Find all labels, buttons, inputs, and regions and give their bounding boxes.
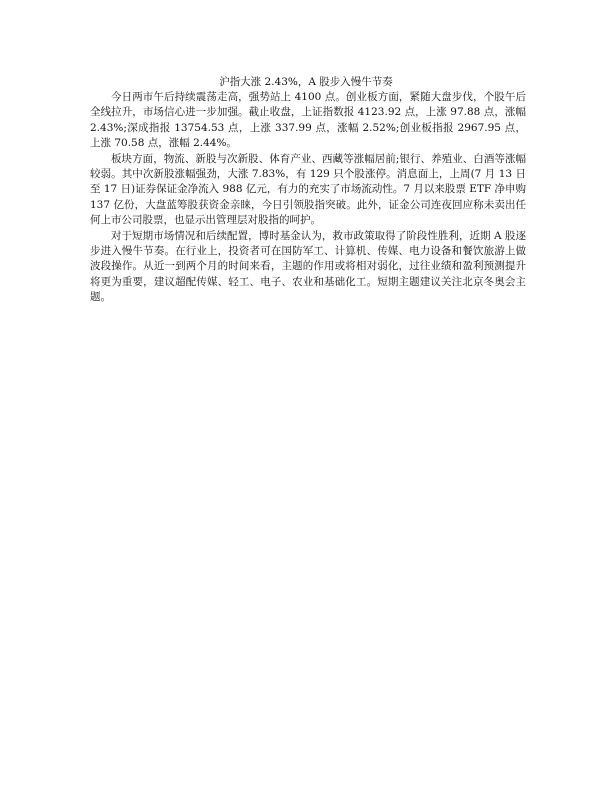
paragraph-market-close: 今日两市午后持续震荡走高，强势站上 4100 点。创业板方面，紧随大盘步伐，个股午后全线拉升，市场信心进一步加强。截止收盘，上证指数报 4123.92 点，上涨 97.88 点，涨幅 2.43%;深成指报 13754.53 点，上涨 337.99 点，涨幅 2.52%;创业板指报 2967.95 点，上涨 70.58 点，涨幅 2.44%。 bbox=[90, 91, 526, 150]
article-body bbox=[90, 90, 526, 306]
paragraph-sectors-news: 板块方面，物流、新股与次新股、体育产业、西藏等涨幅居前;银行、养殖业、白酒等涨幅较弱。其中次新股涨幅强劲，大涨 7.83%，有 129 只个股涨停。消息面上，上周(7 月 13 日至 17 日)证券保证金净流入 988 亿元，有力的充实了市场流动性。7 月以来股票 ETF 净申购 137 亿份，大盘蓝筹股获资金亲睐，今日引领股指突破。此外，证金公司连夜回应称未卖出任何上市公司股票，也显示出管理层对股指的呵护。 bbox=[90, 152, 526, 227]
article-title: 沪指大涨 2.43%，A 股步入慢牛节奏 bbox=[219, 76, 393, 88]
paragraph-outlook: 对于短期市场情况和后续配置，博时基金认为，救市政策取得了阶段性胜利，近期 A 股逐步进入慢牛节奏。在行业上，投资者可在国防军工、计算机、传媒、电力设备和餐饮旅游上做波段操作。从近一到两个月的时间来看，主题的作用或将相对弱化，过往业绩和盈利预测提升将更为重要，建议超配传媒、轻工、电子、农业和基础化工。短期主题建议关注北京冬奥会主题。 bbox=[90, 229, 526, 304]
